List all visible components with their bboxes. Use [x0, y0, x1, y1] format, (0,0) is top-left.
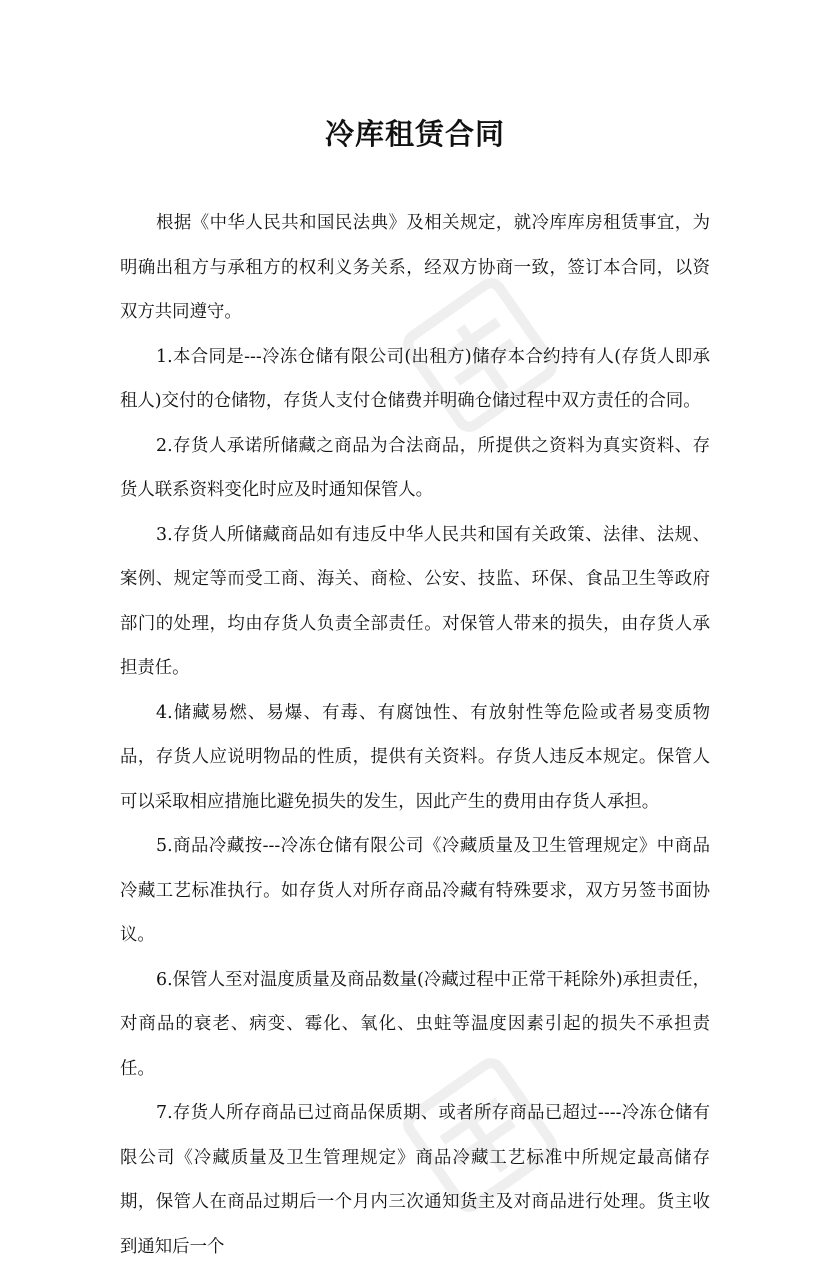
paragraph-clause-7: 7.存货人所存商品已过商品保质期、或者所存商品已超过----冷冻仓储有限公司《冷藏质量及卫生管理规定》商品冷藏工艺标准中所规定最高储存期，保管人在商品过期后一个月内三次通知货主及对商品进行处理。货主收到通知后一个: [120, 1103, 710, 1257]
paragraph-clause-3: 3.存货人所储藏商品如有违反中华人民共和国有关政策、法律、法规、案例、规定等而受工商、海关、商检、公安、技监、环保、食品卫生等政府部门的处理，均由存货人负责全部责任。对保管人带来的损失，由存货人承担责任。: [120, 524, 710, 678]
paragraph-clause-5: 5.商品冷藏按---冷冻仓储有限公司《冷藏质量及卫生管理规定》中商品冷藏工艺标准执行。如存货人对所存商品冷藏有特殊要求，双方另签书面协议。: [120, 836, 710, 945]
paragraph-clause-1: 1.本合同是---冷冻仓储有限公司(出租方)储存本合约持有人(存货人即承租人)交付的仓储物，存货人支付仓储费并明确仓储过程中双方责任的合同。: [120, 346, 710, 411]
paragraph-clause-2: 2.存货人承诺所储藏之商品为合法商品，所提供之资料为真实资料、存货人联系资料变化时应及时通知保管人。: [120, 435, 710, 500]
paragraph-clause-6: 6.保管人至对温度质量及商品数量(冷藏过程中正常干耗除外)承担责任，对商品的衰老、病变、霉化、氧化、虫蛀等温度因素引起的损失不承担责任。: [120, 969, 710, 1079]
paragraph-clause-4: 4.储藏易燃、易爆、有毒、有腐蚀性、有放射性等危险或者易变质物品，存货人应说明物品的性质，提供有关资料。存货人违反本规定。保管人可以采取相应措施比避免损失的发生，因此产生的费用由存货人承担。: [120, 702, 710, 812]
document-title: 冷库租赁合同: [324, 117, 505, 151]
document-body: [120, 201, 710, 1269]
paragraph-intro: 根据《中华人民共和国民法典》及相关规定，就冷库库房租赁事宜，为明确出租方与承租方的权利义务关系，经双方协商一致，签订本合同，以资双方共同遵守。: [120, 213, 710, 322]
